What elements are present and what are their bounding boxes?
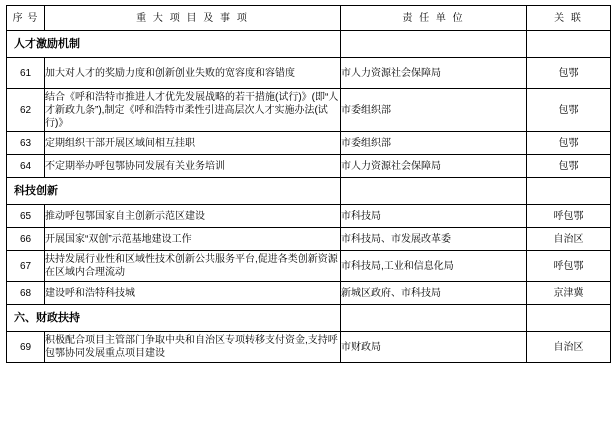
row-item: 扶持发展行业性和区域性技术创新公共服务平台,促进各类创新资源在区域内合理流动 (45, 251, 341, 282)
table-row (7, 282, 611, 305)
table-row (7, 132, 611, 155)
table-header-row (7, 6, 611, 31)
row-item: 结合《呼和浩特市推进人才优先发展战略的若干措施(试行)》(即“人才新政九条”),制定《呼和浩特市柔性引进高层次人才实施办法(试行)》 (45, 89, 341, 132)
row-item: 加大对人才的奖励力度和创新创业失败的宽容度和容错度 (45, 58, 341, 89)
table-row (7, 89, 611, 132)
section-title: 人才激励机制 (7, 31, 341, 58)
table-row (7, 332, 611, 363)
section-blank-unit (341, 305, 527, 332)
table-row (7, 228, 611, 251)
row-item: 定期组织干部开展区域间相互挂职 (45, 132, 341, 155)
row-rel: 包鄂 (527, 89, 611, 132)
major-projects-table (6, 5, 611, 363)
row-unit: 市科技局、市发展改革委 (341, 228, 527, 251)
section-title: 科技创新 (7, 178, 341, 205)
row-unit: 市人力资源社会保障局 (341, 58, 527, 89)
row-unit: 市财政局 (341, 332, 527, 363)
column-header-rel: 关 联 (527, 6, 611, 31)
section-blank-rel (527, 178, 611, 205)
row-rel: 自治区 (527, 332, 611, 363)
row-rel: 京津冀 (527, 282, 611, 305)
row-item: 积极配合项目主管部门争取中央和自治区专项转移支付资金,支持呼包鄂协同发展重点项目建设 (45, 332, 341, 363)
column-header-item: 重 大 项 目 及 事 项 (45, 6, 341, 31)
row-unit: 市人力资源社会保障局 (341, 155, 527, 178)
row-seq: 68 (7, 282, 45, 305)
row-unit: 市委组织部 (341, 132, 527, 155)
row-item: 不定期举办呼包鄂协同发展有关业务培训 (45, 155, 341, 178)
section-blank-unit (341, 178, 527, 205)
row-unit: 市科技局,工业和信息化局 (341, 251, 527, 282)
row-item: 推动呼包鄂国家自主创新示范区建设 (45, 205, 341, 228)
row-rel: 自治区 (527, 228, 611, 251)
table-row (7, 155, 611, 178)
row-unit: 市科技局 (341, 205, 527, 228)
row-seq: 64 (7, 155, 45, 178)
row-seq: 62 (7, 89, 45, 132)
table-row (7, 251, 611, 282)
table-section-row (7, 178, 611, 205)
row-seq: 66 (7, 228, 45, 251)
row-seq: 65 (7, 205, 45, 228)
document-page (0, 5, 616, 429)
table-body (7, 6, 611, 363)
row-seq: 69 (7, 332, 45, 363)
section-blank-unit (341, 31, 527, 58)
table-section-row (7, 305, 611, 332)
row-item: 开展国家“双创”示范基地建设工作 (45, 228, 341, 251)
row-item: 建设呼和浩特科技城 (45, 282, 341, 305)
row-seq: 67 (7, 251, 45, 282)
row-seq: 61 (7, 58, 45, 89)
section-blank-rel (527, 305, 611, 332)
column-header-seq: 序 号 (7, 6, 45, 31)
table-section-row (7, 31, 611, 58)
section-title: 六、财政扶持 (7, 305, 341, 332)
row-rel: 包鄂 (527, 58, 611, 89)
row-unit: 市委组织部 (341, 89, 527, 132)
section-blank-rel (527, 31, 611, 58)
table-row (7, 58, 611, 89)
row-rel: 呼包鄂 (527, 251, 611, 282)
row-rel: 呼包鄂 (527, 205, 611, 228)
row-rel: 包鄂 (527, 132, 611, 155)
column-header-unit: 责 任 单 位 (341, 6, 527, 31)
table-row (7, 205, 611, 228)
row-seq: 63 (7, 132, 45, 155)
row-rel: 包鄂 (527, 155, 611, 178)
row-unit: 新城区政府、市科技局 (341, 282, 527, 305)
